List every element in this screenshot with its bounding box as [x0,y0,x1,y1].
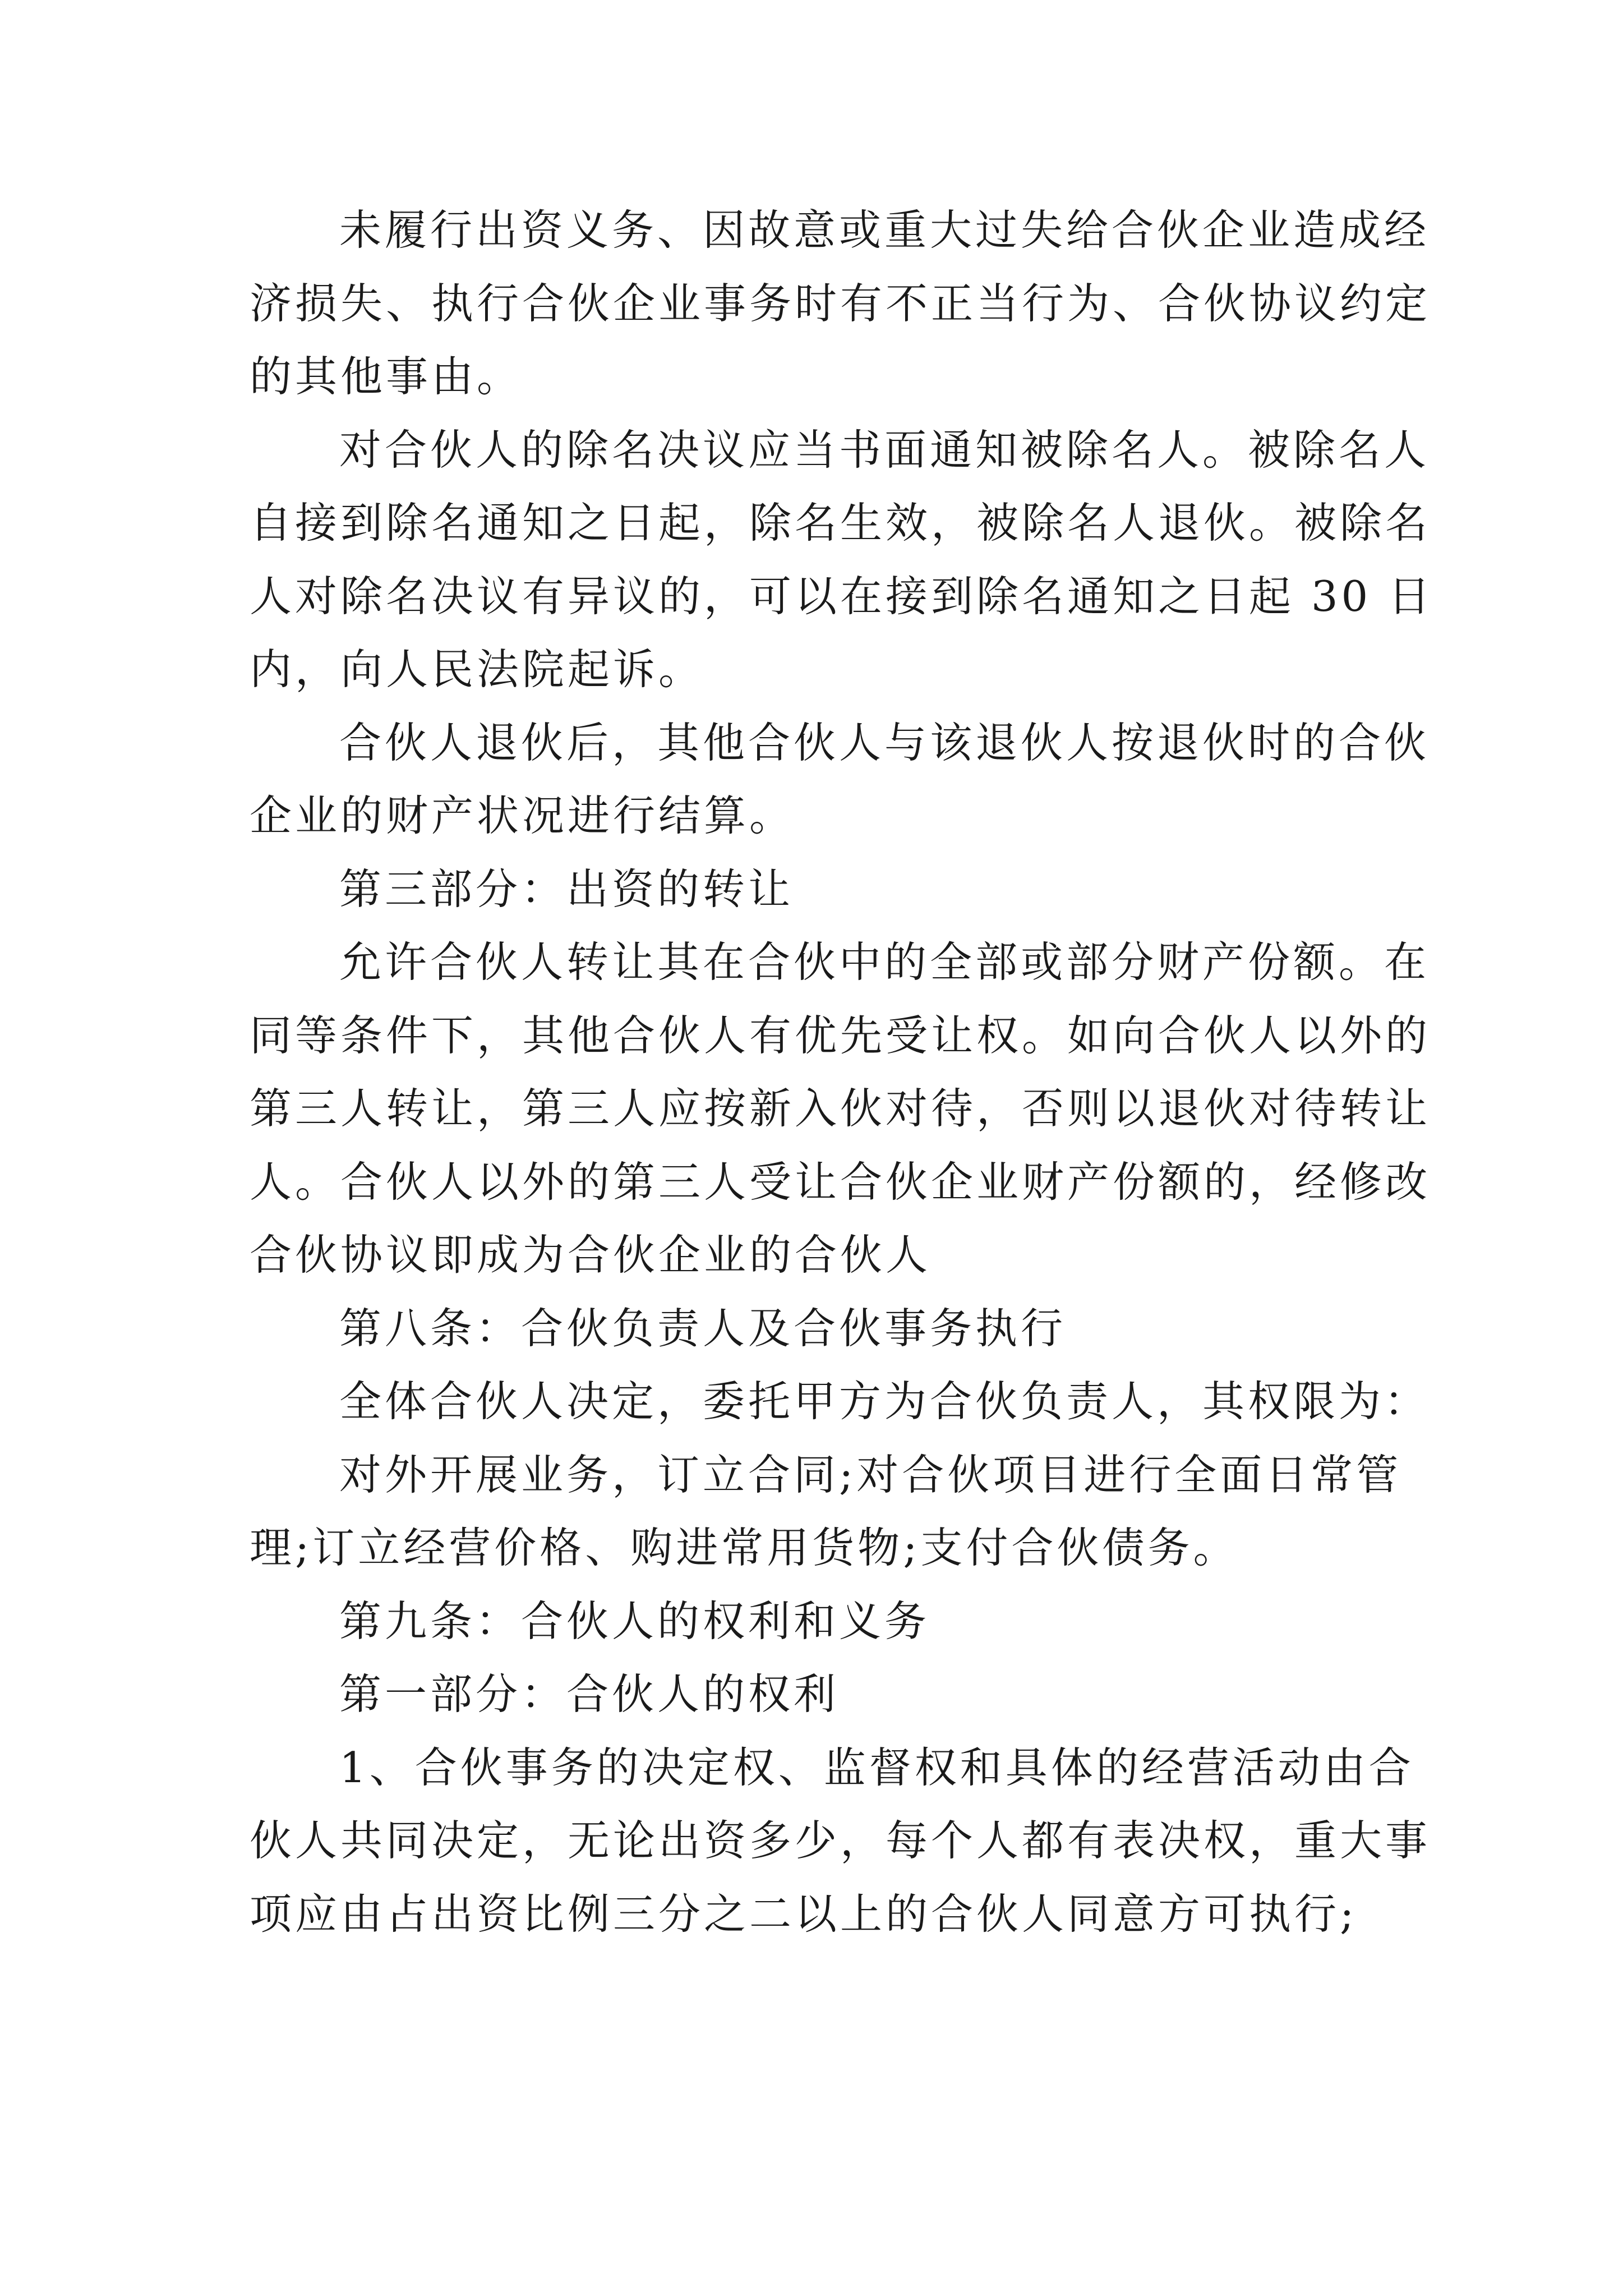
text-line: 未履行出资义务、因故意或重大过失给合伙企业造成经 [339,205,1430,255]
text-line: 内，向人民法院起诉。 [250,645,704,694]
text-line: 人对除名决议有异议的，可以在接到除名通知之日起 30 日 [250,571,1434,621]
text-line: 人。合伙人以外的第三人受让合伙企业财产份额的，经修改 [250,1157,1431,1207]
text-line: 济损失、执行合伙企业事务时有不正当行为、合伙协议约定 [250,278,1431,328]
text-line: 全体合伙人决定，委托甲方为合伙负责人，其权限为： [339,1377,1430,1426]
text-line: 企业的财产状况进行结算。 [250,791,795,840]
section-heading: 第一部分：合伙人的权利 [339,1669,840,1719]
text-line: 1、合伙事务的决定权、监督权和具体的经营活动由合 [339,1742,1414,1792]
text-line: 伙人共同决定，无论出资多少，每个人都有表决权，重大事 [250,1816,1431,1865]
article-heading: 第八条：合伙负责人及合伙事务执行 [339,1303,1067,1353]
text-line: 合伙人退伙后，其他合伙人与该退伙人按退伙时的合伙 [339,717,1430,767]
text-line: 自接到除名通知之日起，除名生效，被除名人退伙。被除名 [250,498,1431,547]
text-line: 对外开展业务，订立合同;对合伙项目进行全面日常管 [339,1450,1402,1499]
article-heading: 第九条：合伙人的权利和义务 [339,1596,930,1646]
section-heading: 第三部分：出资的转让 [339,864,794,914]
text-line: 第三人转让，第三人应按新入伙对待，否则以退伙对待转让 [250,1084,1431,1133]
text-line: 同等条件下，其他合伙人有优先受让权。如向合伙人以外的 [250,1010,1431,1060]
text-line: 对合伙人的除名决议应当书面通知被除名人。被除名人 [339,425,1430,475]
text-line: 合伙协议即成为合伙企业的合伙人 [250,1230,932,1280]
text-line: 的其他事由。 [250,352,523,401]
document-body [250,194,1434,1950]
text-line: 理;订立经营价格、购进常用货物;支付合伙债务。 [250,1523,1239,1572]
text-line: 允许合伙人转让其在合伙中的全部或部分财产份额。在 [339,937,1430,987]
text-line: 项应由占出资比例三分之二以上的合伙人同意方可执行; [250,1889,1358,1939]
